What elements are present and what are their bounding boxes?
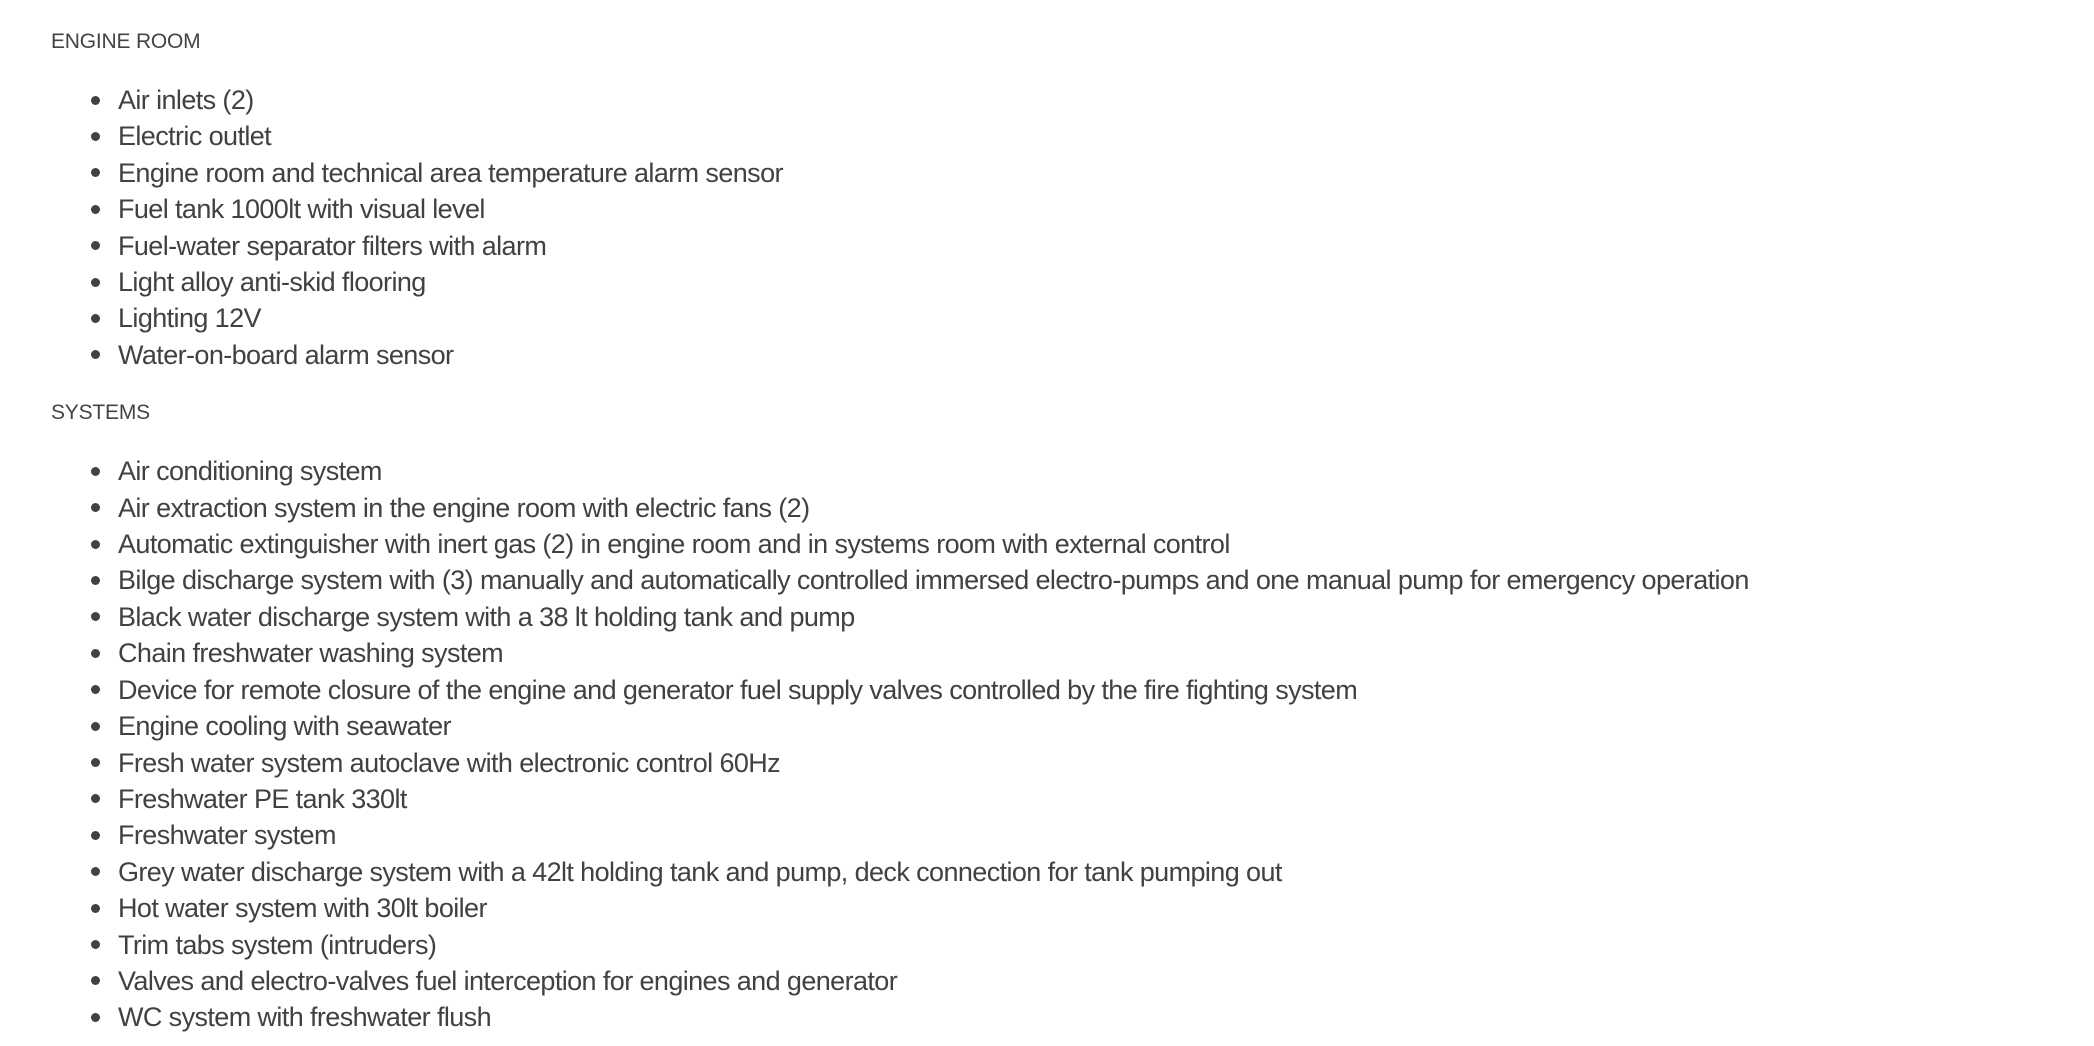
- list-item: Engine cooling with seawater: [118, 708, 2054, 744]
- list-item: Air inlets (2): [118, 82, 2054, 118]
- engine-room-heading: ENGINE ROOM: [51, 30, 201, 53]
- list-item: Trim tabs system (intruders): [118, 927, 2054, 963]
- list-item: Valves and electro-valves fuel interception for engines and generator: [118, 963, 2054, 999]
- list-item: Chain freshwater washing system: [118, 635, 2054, 671]
- systems-list: [51, 453, 2054, 1036]
- list-item: Automatic extinguisher with inert gas (2) in engine room and in systems room with external control: [118, 526, 2054, 562]
- list-item: Lighting 12V: [118, 300, 2054, 336]
- list-item: Black water discharge system with a 38 lt holding tank and pump: [118, 599, 2054, 635]
- list-item: Grey water discharge system with a 42lt holding tank and pump, deck connection for tank pumping out: [118, 854, 2054, 890]
- list-item: Hot water system with 30lt boiler: [118, 890, 2054, 926]
- systems-heading: SYSTEMS: [51, 401, 150, 425]
- list-item: Freshwater system: [118, 817, 2054, 853]
- list-item: Air conditioning system: [118, 453, 2054, 489]
- list-item: Fuel-water separator filters with alarm: [118, 228, 2054, 264]
- section-systems: [51, 402, 2054, 1036]
- list-item: Air extraction system in the engine room with electric fans (2): [118, 490, 2054, 526]
- list-item: Water-on-board alarm sensor: [118, 337, 2054, 373]
- section-engine-room: [51, 31, 2054, 373]
- list-item: Fresh water system autoclave with electronic control 60Hz: [118, 745, 2054, 781]
- engine-room-list: [51, 82, 2054, 373]
- list-item: Device for remote closure of the engine and generator fuel supply valves controlled by the fire fighting system: [118, 672, 2054, 708]
- list-item: Bilge discharge system with (3) manually and automatically controlled immersed electro-pumps and one manual pump for emergency operation: [118, 562, 2054, 598]
- list-item: Freshwater PE tank 330lt: [118, 781, 2054, 817]
- list-item: Fuel tank 1000lt with visual level: [118, 191, 2054, 227]
- list-item: Engine room and technical area temperature alarm sensor: [118, 155, 2054, 191]
- list-item: Electric outlet: [118, 118, 2054, 154]
- list-item: WC system with freshwater flush: [118, 999, 2054, 1035]
- list-item: Light alloy anti-skid flooring: [118, 264, 2054, 300]
